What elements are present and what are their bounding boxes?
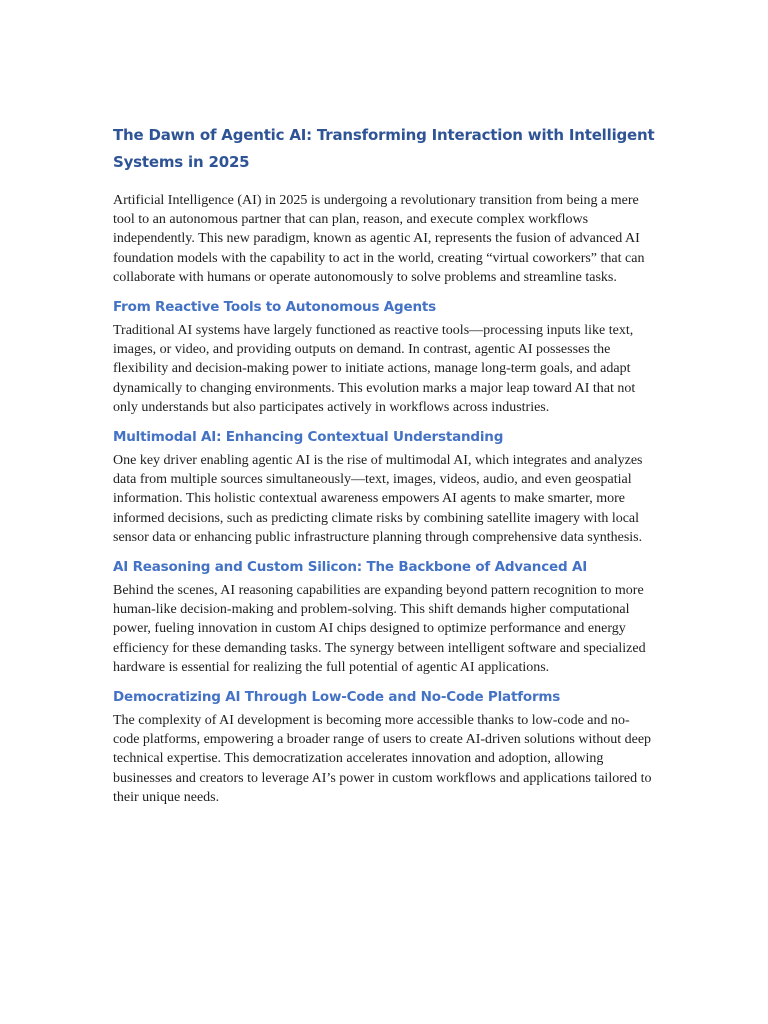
section-heading: From Reactive Tools to Autonomous Agents — [113, 299, 436, 316]
section-reactive-to-autonomous — [113, 298, 655, 417]
section-democratizing-ai — [113, 688, 655, 807]
intro-paragraph: Artificial Intelligence (AI) in 2025 is undergoing a revolutionary transition from being a mere tool to an autonomous partner that can plan, reason, and execute complex workflows independently. This new paradigm, known as agentic AI, represents the fusion of advanced AI foundation models with the capability to act in the world, creating “virtual coworkers” that can collaborate with humans or operate autonomously to solve problems and streamline tasks. — [113, 193, 645, 285]
section-ai-reasoning-silicon — [113, 558, 655, 677]
section-paragraph: Traditional AI systems have largely functioned as reactive tools—processing inputs like text, images, or video, and providing outputs on demand. In contrast, agentic AI possesses the flexibility and decision-making power to initiate actions, manage long-term goals, and adapt dynamically to changing environments. This evolution marks a major leap toward AI that not only understands but also participates actively in workflows across industries. — [113, 323, 636, 415]
section-multimodal-ai — [113, 428, 655, 547]
section-paragraph: One key driver enabling agentic AI is the rise of multimodal AI, which integrates and analyzes data from multiple sources simultaneously—text, images, videos, audio, and even geospatial information. This holistic contextual awareness empowers AI agents to make smarter, more informed decisions, such as predicting climate risks by combining satellite imagery with local sensor data or enhancing public infrastructure planning through comprehensive data synthesis. — [113, 453, 643, 545]
section-heading: AI Reasoning and Custom Silicon: The Backbone of Advanced AI — [113, 559, 588, 576]
section-heading: Democratizing AI Through Low-Code and No-Code Platforms — [113, 689, 561, 706]
section-heading: Multimodal AI: Enhancing Contextual Understanding — [113, 429, 504, 446]
section-paragraph: The complexity of AI development is becoming more accessible thanks to low-code and no-code platforms, empowering a broader range of users to create AI-driven solutions without deep technical expertise. This democratization accelerates innovation and adoption, allowing businesses and creators to leverage AI’s power in custom workflows and applications tailored to their unique needs. — [113, 713, 652, 805]
section-paragraph: Behind the scenes, AI reasoning capabilities are expanding beyond pattern recognition to more human-like decision-making and problem-solving. This shift demands higher computational power, fueling innovation in custom AI chips designed to optimize performance and energy efficiency for these demanding tasks. The synergy between intelligent software and specialized hardware is essential for realizing the full potential of agentic AI applications. — [113, 583, 646, 675]
document-body — [113, 122, 655, 807]
document-title: The Dawn of Agentic AI: Transforming Interaction with Intelligent Systems in 2025 — [113, 126, 655, 171]
